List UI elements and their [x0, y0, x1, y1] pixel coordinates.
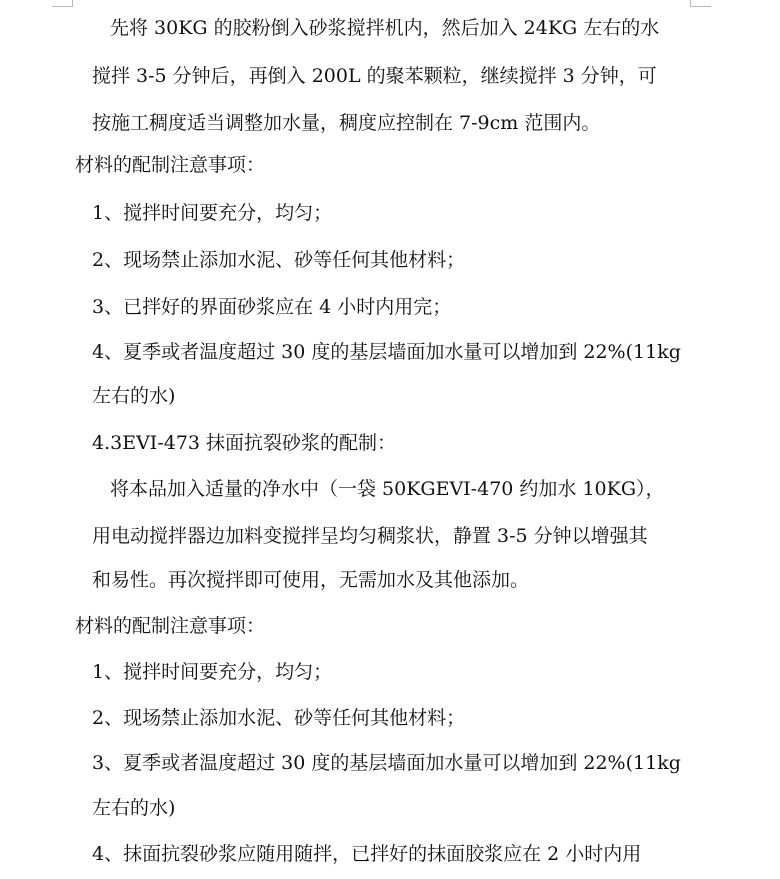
paragraph-line: 将本品加入适量的净水中（一袋 50KGEVI-470 约加水 10KG）， [110, 478, 665, 500]
list-item-continuation: 左右的水) [92, 385, 176, 407]
paragraph-line: 先将 30KG 的胶粉倒入砂浆搅拌机内，然后加入 24KG 左右的水 [110, 17, 660, 39]
list-item: 2、现场禁止添加水泥、砂等任何其他材料； [92, 249, 466, 271]
list-item: 1、搅拌时间要充分，均匀； [92, 661, 333, 683]
paragraph-line: 用电动搅拌器边加料变搅拌呈均匀稠浆状，静置 3-5 分钟以增强其 [92, 525, 648, 547]
list-item: 2、现场禁止添加水泥、砂等任何其他材料； [92, 707, 466, 729]
list-item: 4、夏季或者温度超过 30 度的基层墙面加水量可以增加到 22%(11kg [92, 341, 681, 363]
list-item: 3、夏季或者温度超过 30 度的基层墙面加水量可以增加到 22%(11kg [92, 752, 681, 774]
page-corner-mark-left [52, 0, 73, 7]
section-heading: 材料的配制注意事项： [75, 154, 266, 176]
paragraph-line: 按施工稠度适当调整加水量，稠度应控制在 7-9cm 范围内。 [92, 112, 601, 134]
section-heading: 材料的配制注意事项： [75, 615, 266, 637]
paragraph-line: 和易性。再次搅拌即可使用，无需加水及其他添加。 [92, 569, 530, 591]
list-item: 3、已拌好的界面砂浆应在 4 小时内用完； [92, 296, 452, 318]
subsection-heading: 4.3EVI-473 抹面抗裂砂浆的配制： [92, 432, 397, 454]
page-corner-mark-right [690, 0, 711, 7]
list-item-continuation: 左右的水) [92, 797, 176, 819]
list-item: 4、抹面抗裂砂浆应随用随拌，已拌好的抹面胶浆应在 2 小时内用 [92, 843, 642, 865]
list-item: 1、搅拌时间要充分，均匀； [92, 202, 333, 224]
paragraph-line: 搅拌 3-5 分钟后，再倒入 200L 的聚苯颗粒，继续搅拌 3 分钟，可 [92, 65, 657, 87]
